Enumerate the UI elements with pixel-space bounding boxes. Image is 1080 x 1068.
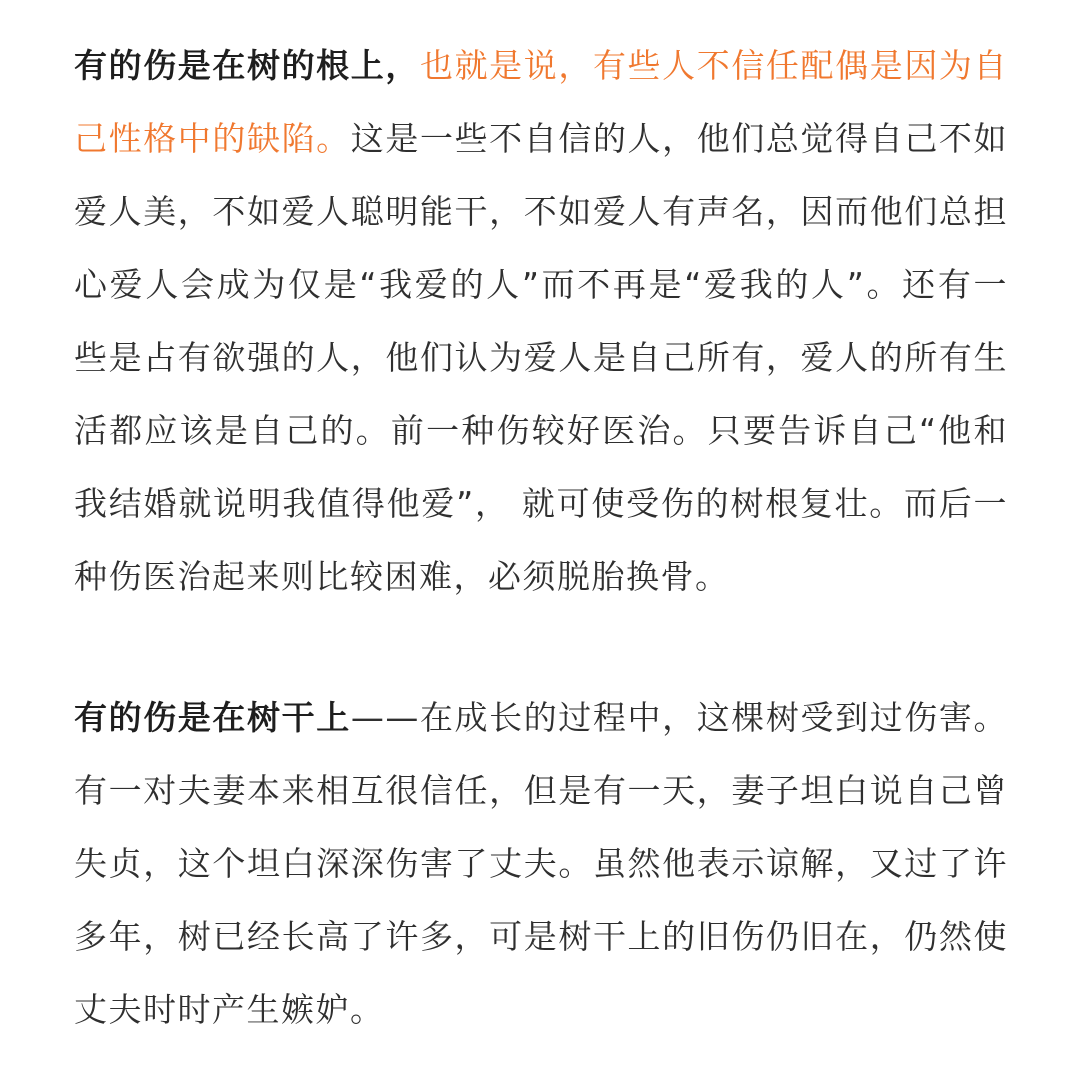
paragraph-trunk-wound: [74, 681, 1008, 1046]
paragraph-2-body: ——在成长的过程中，这棵树受到过伤害。有一对夫妻本来相互很信任，但是有一天，妻子坦白说自己曾失贞，这个坦白深深伤害了丈夫。虽然他表示谅解，又过了许多年，树已经长高了许多，可是树干上的旧伤仍旧在，仍然使丈夫时时产生嫉妒。: [74, 698, 1009, 1029]
article-body: [74, 0, 1008, 1068]
paragraph-1-highlight: 也就是说，有些人不信任配偶是因为自己性格中的缺陷。: [74, 46, 1009, 158]
paragraph-1-body: 这是一些不自信的人，他们总觉得自己不如爱人美，不如爱人聪明能干，不如爱人有声名，因而他们总担心爱人会成为仅是“我爱的人”而不再是“爱我的人”。还有一些是占有欲强的人，他们认为爱人是自己所有，爱人的所有生活都应该是自己的。前一种伤较好医治。只要告诉自己“他和我结婚就说明我值得他爱”， 就可使受伤的树根复壮。而后一种伤医治起来则比较困难，必须脱胎换骨。: [74, 119, 1009, 596]
paragraph-2-bold-lead: 有的伤是在树干上: [74, 698, 351, 737]
paragraph-root-wound: [74, 29, 1008, 613]
paragraph-1-bold-lead: 有的伤是在树的根上，: [74, 46, 420, 85]
